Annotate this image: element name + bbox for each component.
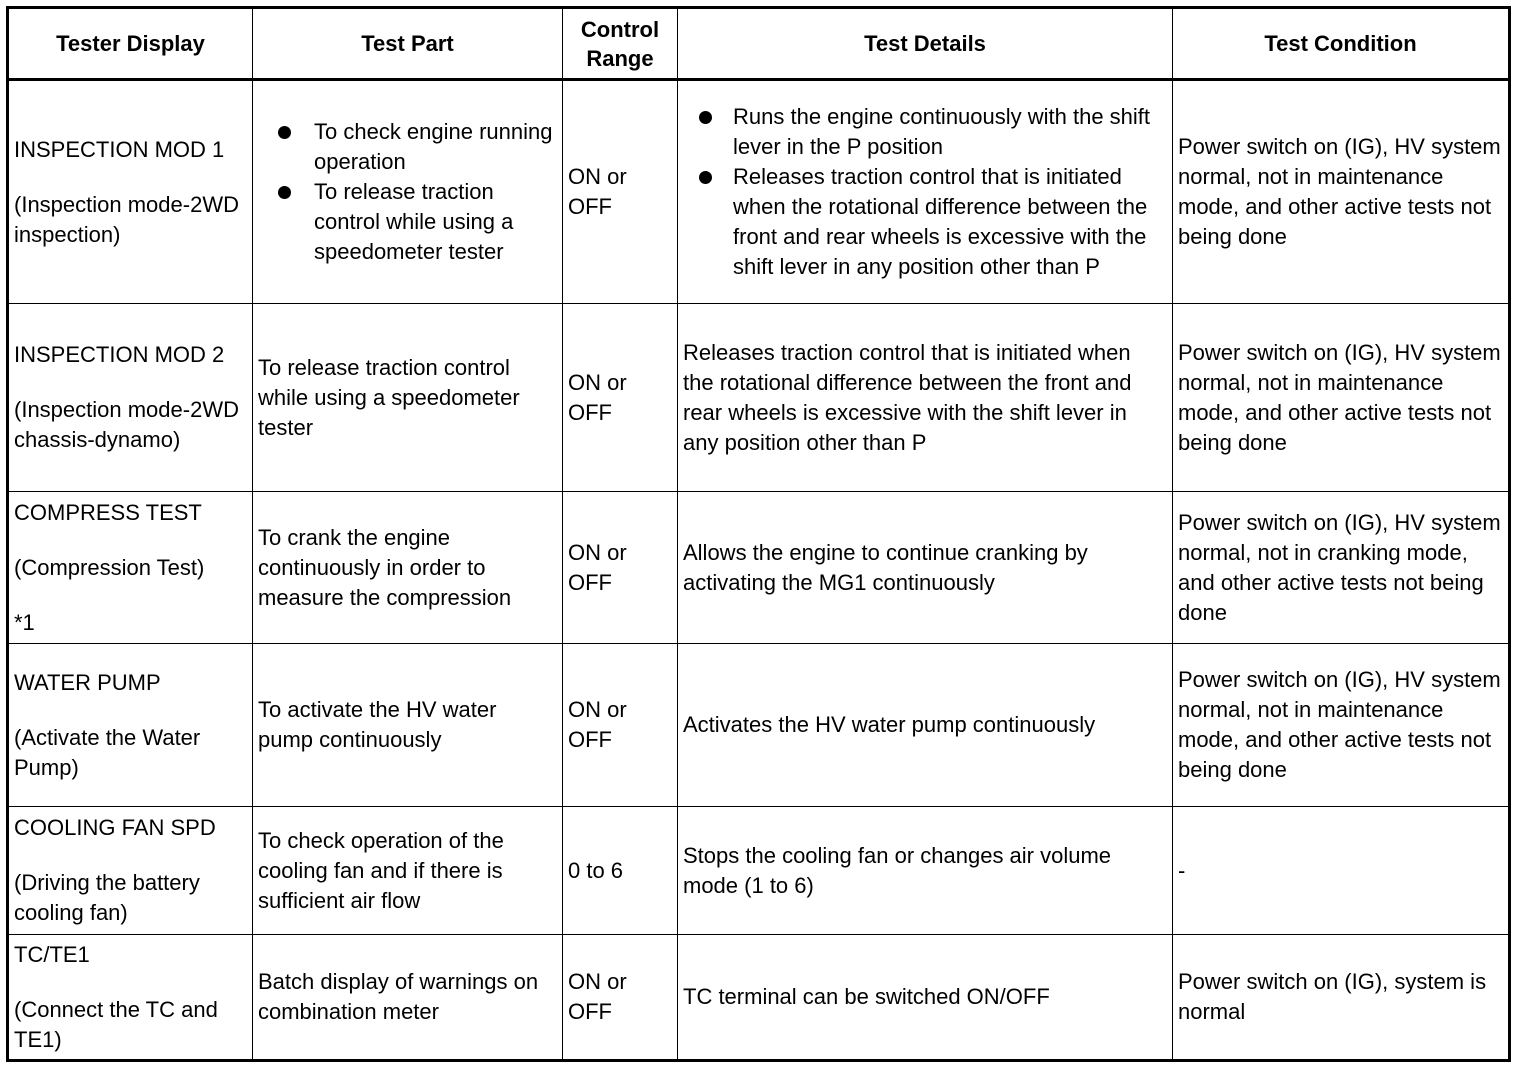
tester-display-name: INSPECTION MOD 2 [14, 342, 225, 367]
control-range-cell: ON or OFF [563, 492, 678, 644]
test-part-cell: To crank the engine continuously in order to measure the compression [253, 492, 563, 644]
tester-display-name: INSPECTION MOD 1 [14, 136, 225, 162]
header-test-details: Test Details [678, 8, 1173, 80]
control-range-cell: ON or OFF [563, 935, 678, 1061]
tester-display-cell [8, 80, 253, 304]
tester-display-cell [8, 492, 253, 644]
table-row [8, 807, 1510, 935]
list-item: Runs the engine continuously with the shift lever in the P position [683, 102, 1167, 162]
tester-display-name: COMPRESS TEST [14, 499, 202, 525]
table-row [8, 304, 1510, 492]
header-test-condition: Test Condition [1173, 8, 1510, 80]
test-part-cell: Batch display of warnings on combination meter [253, 935, 563, 1061]
list-item: To check engine running operation [258, 117, 557, 177]
tester-display-cell [8, 644, 253, 807]
tester-display-note: *1 [14, 609, 35, 635]
tester-display-name: COOLING FAN SPD [14, 815, 216, 840]
tester-display-cell [8, 935, 253, 1061]
tester-display-description: (Inspection mode-2WD chassis-dynamo) [14, 397, 239, 452]
test-condition-cell: Power switch on (IG), HV system normal, not in maintenance mode, and other active tests not being done [1173, 80, 1510, 304]
tester-display-cell [8, 304, 253, 492]
tester-display-name: TC/TE1 [14, 941, 90, 967]
control-range-cell: 0 to 6 [563, 807, 678, 935]
test-details-cell [678, 80, 1173, 304]
tester-display-description: (Connect the TC and TE1) [14, 996, 218, 1052]
test-condition-cell: Power switch on (IG), HV system normal, not in maintenance mode, and other active tests not being done [1173, 644, 1510, 807]
test-details-cell: Releases traction control that is initiated when the rotational difference between the front and rear wheels is excessive with the shift lever in any position other than P [678, 304, 1173, 492]
test-condition-cell: Power switch on (IG), HV system normal, not in maintenance mode, and other active tests not being done [1173, 304, 1510, 492]
table-row [8, 935, 1510, 1061]
tester-display-cell [8, 807, 253, 935]
control-range-cell: ON or OFF [563, 304, 678, 492]
header-row [8, 8, 1510, 80]
header-test-part: Test Part [253, 8, 563, 80]
control-range-cell: ON or OFF [563, 644, 678, 807]
tester-display-description: (Inspection mode-2WD inspection) [14, 191, 239, 247]
test-details-list [683, 102, 1167, 282]
header-control-range: Control Range [563, 8, 678, 80]
tester-display-description: (Driving the battery cooling fan) [14, 870, 200, 925]
table-row [8, 80, 1510, 304]
table-row [8, 644, 1510, 807]
table-row [8, 492, 1510, 644]
header-tester-display: Tester Display [8, 8, 253, 80]
tester-display-description: (Activate the Water Pump) [14, 724, 201, 780]
test-details-cell: Stops the cooling fan or changes air volume mode (1 to 6) [678, 807, 1173, 935]
test-part-cell: To release traction control while using a speedometer tester [253, 304, 563, 492]
test-part-cell: To activate the HV water pump continuously [253, 644, 563, 807]
control-range-cell: ON or OFF [563, 80, 678, 304]
test-part-cell: To check operation of the cooling fan and if there is sufficient air flow [253, 807, 563, 935]
test-part-list [258, 117, 557, 267]
active-test-table [6, 6, 1511, 1062]
test-condition-cell: - [1173, 807, 1510, 935]
test-details-cell: TC terminal can be switched ON/OFF [678, 935, 1173, 1061]
tester-display-description: (Compression Test) [14, 554, 205, 580]
list-item: Releases traction control that is initiated when the rotational difference between the front and rear wheels is excessive with the shift lever in any position other than P [683, 162, 1167, 282]
test-details-cell: Activates the HV water pump continuously [678, 644, 1173, 807]
tester-display-name: WATER PUMP [14, 669, 161, 695]
test-condition-cell: Power switch on (IG), HV system normal, not in cranking mode, and other active tests not being done [1173, 492, 1510, 644]
test-condition-cell: Power switch on (IG), system is normal [1173, 935, 1510, 1061]
list-item: To release traction control while using a speedometer tester [258, 177, 557, 267]
test-part-cell [253, 80, 563, 304]
test-details-cell: Allows the engine to continue cranking by activating the MG1 continuously [678, 492, 1173, 644]
